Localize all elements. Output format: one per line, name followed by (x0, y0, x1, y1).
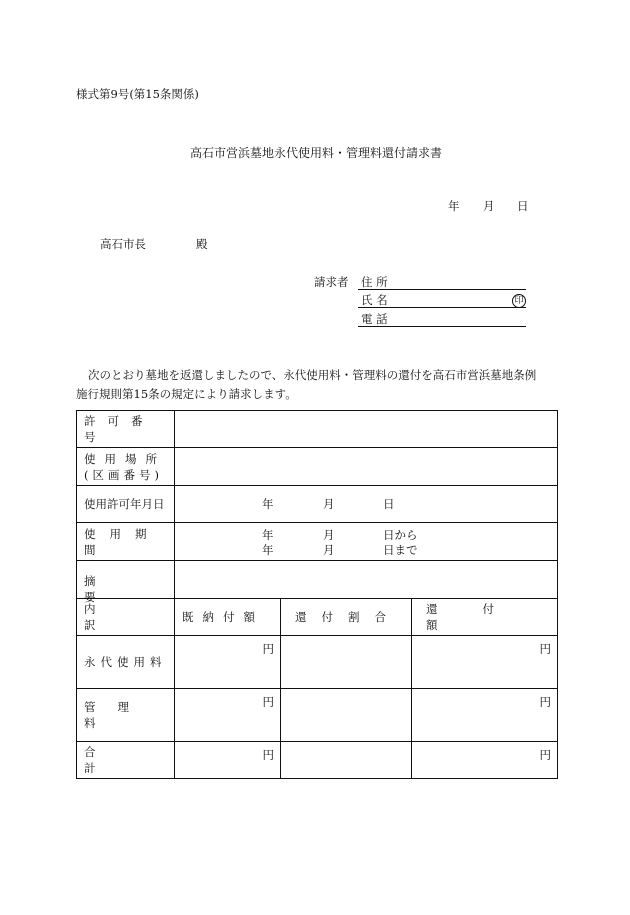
total-refund[interactable] (412, 742, 558, 779)
management-fee-rate[interactable] (281, 689, 412, 742)
refund-rate-header (281, 599, 412, 636)
breakdown-label-text: 内訳 (84, 602, 152, 632)
total-label (77, 742, 175, 779)
refund-amount-header (412, 599, 558, 636)
form-number: 様式第9号(第15条関係) (76, 87, 199, 101)
location-label (77, 448, 175, 486)
total-paid[interactable] (175, 742, 281, 779)
row-total (77, 742, 558, 779)
addressee-honorific: 殿 (196, 237, 208, 251)
total-rate[interactable] (281, 742, 412, 779)
location-label-line1: 使用場所 (84, 451, 166, 466)
permit-date-year: 年 (262, 497, 274, 511)
management-fee-paid-yen: 円 (262, 694, 274, 709)
total-refund-yen: 円 (539, 747, 552, 762)
refund-amount-header-text: 還付額 (426, 602, 539, 632)
period-to-year: 年 (262, 542, 274, 557)
period-label (77, 523, 175, 561)
refund-table (76, 410, 558, 779)
permit-number-field[interactable] (175, 411, 558, 448)
perpetual-fee-label-text: 永代使用料 (84, 655, 167, 669)
management-fee-paid[interactable] (175, 689, 281, 742)
row-permit-number (77, 411, 558, 448)
row-location (77, 448, 558, 486)
permit-number-label (77, 411, 175, 448)
total-paid-yen: 円 (262, 747, 274, 762)
perpetual-fee-label (77, 636, 175, 689)
total-label-text: 合計 (84, 745, 152, 775)
refund-rate-header-text: 還付割合 (295, 610, 401, 624)
date-year: 年 (448, 199, 460, 213)
period-label-text: 使用期間 (84, 526, 161, 557)
paid-amount-header-text: 既納付額 (182, 610, 264, 624)
applicant-label: 請求者 (314, 275, 349, 289)
management-fee-refund-yen: 円 (539, 694, 552, 709)
summary-label-text: 摘要 (84, 573, 152, 604)
perpetual-fee-paid-yen: 円 (262, 641, 274, 656)
address-label: 住 所 (361, 275, 388, 289)
permit-date-label (77, 486, 175, 523)
period-from-day: 日から (383, 527, 418, 542)
statement-line2: 施行規則第15条の規定により請求します。 (76, 387, 297, 401)
perpetual-fee-paid[interactable] (175, 636, 281, 689)
address-underline (358, 289, 526, 290)
name-underline (358, 307, 526, 308)
management-fee-refund[interactable] (412, 689, 558, 742)
seal-text: 印 (512, 294, 526, 308)
breakdown-label (77, 599, 175, 636)
location-field[interactable] (175, 448, 558, 486)
period-to-month: 月 (323, 542, 335, 557)
seal-mark (512, 292, 526, 308)
period-field[interactable] (175, 523, 558, 561)
paid-amount-header (175, 599, 281, 636)
permit-date-day: 日 (383, 497, 395, 511)
location-label-line2: (区画番号) (84, 467, 163, 482)
date-month: 月 (483, 199, 495, 213)
management-fee-label (77, 689, 175, 742)
perpetual-fee-refund[interactable] (412, 636, 558, 689)
perpetual-fee-rate[interactable] (281, 636, 412, 689)
perpetual-fee-refund-yen: 円 (539, 641, 552, 656)
period-to-day: 日まで (383, 542, 418, 557)
row-breakdown-header (77, 599, 558, 636)
statement-line1: 次のとおり墓地を返還しましたので、永代使用料・管理料の還付を高石市営浜墓地条例 (88, 368, 537, 382)
summary-field[interactable] (175, 561, 558, 599)
permit-number-label-text: 許可番号 (84, 414, 155, 444)
permit-date-field[interactable] (175, 486, 558, 523)
permit-number-text (84, 413, 168, 445)
row-perpetual-fee (77, 636, 558, 689)
phone-underline (358, 326, 526, 327)
permit-date-label-text: 使用許可年月日 (84, 497, 165, 511)
management-fee-label-text: 管理料 (84, 700, 151, 730)
summary-label-wrap (84, 573, 168, 604)
row-period (77, 523, 558, 561)
phone-label: 電 話 (361, 312, 388, 326)
date-day: 日 (517, 199, 529, 213)
summary-label (77, 561, 175, 604)
row-management-fee (77, 689, 558, 742)
permit-date-month: 月 (323, 497, 335, 511)
period-from-month: 月 (323, 527, 335, 542)
row-summary (77, 561, 558, 599)
period-from-year: 年 (262, 527, 274, 542)
name-label: 氏 名 (361, 293, 388, 307)
page-title: 高石市営浜墓地永代使用料・管理料還付請求書 (190, 146, 443, 160)
row-permit-date (77, 486, 558, 523)
addressee-name: 高石市長 (100, 237, 146, 251)
